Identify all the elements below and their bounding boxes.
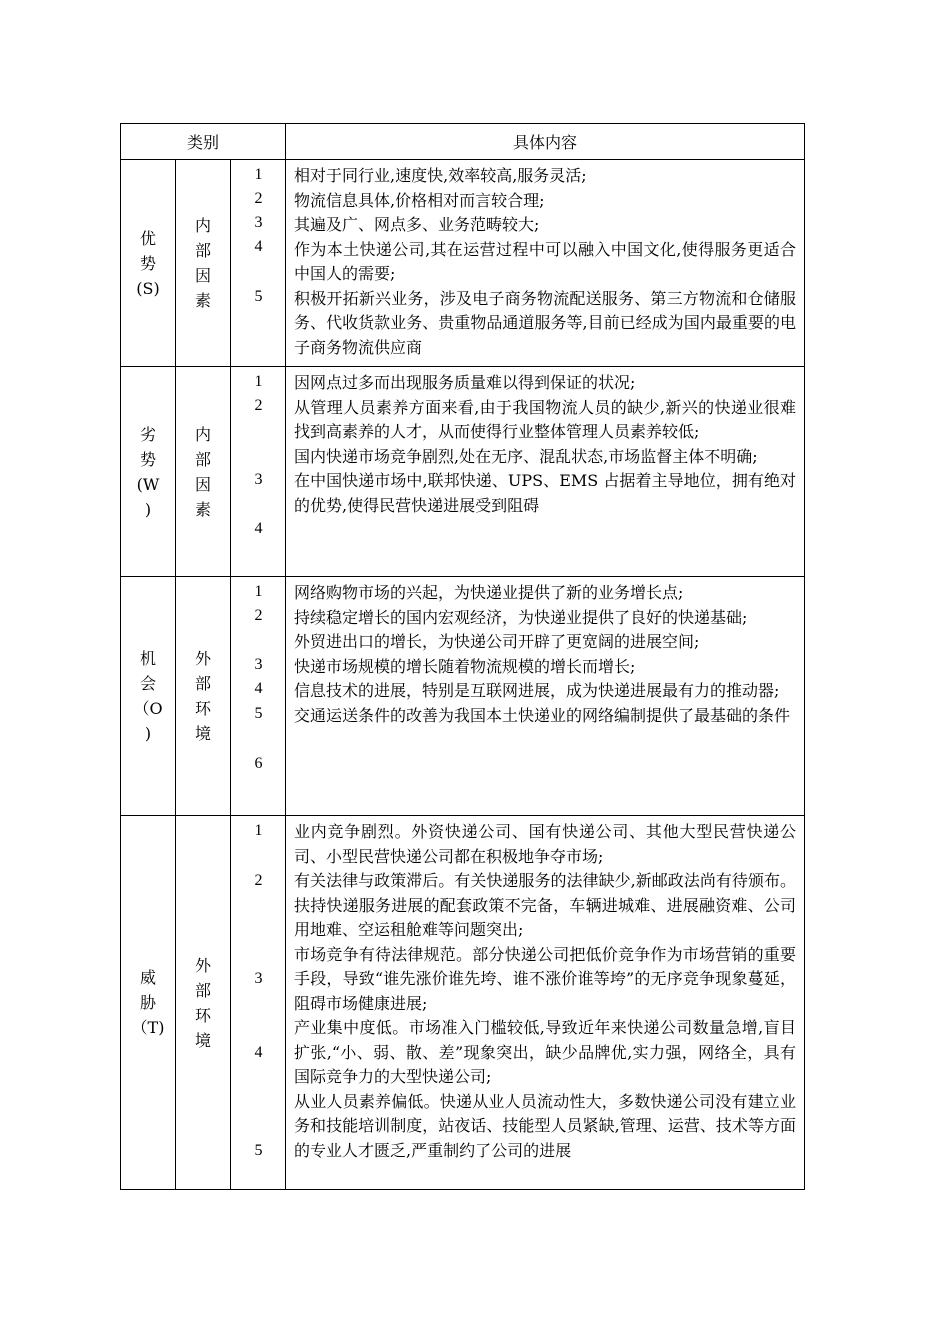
content-cell <box>286 577 805 816</box>
swot-table <box>120 123 805 1190</box>
item-number: 3 <box>254 656 263 673</box>
number-cell <box>231 577 286 816</box>
factor-char: 内 <box>194 216 211 235</box>
category-cell <box>121 160 176 367</box>
section-threats <box>121 816 805 1190</box>
factor-char: 部 <box>194 980 211 1000</box>
category-cell <box>121 577 176 816</box>
category-char: 机 <box>139 649 156 668</box>
category-char: 威 <box>139 968 156 987</box>
content-item: 国内快递市场竞争剧烈,处在无序、混乱状态,市场监督主体不明确; <box>294 446 758 466</box>
content-item: 信息技术的进展，特别是互联网进展，成为快递进展最有力的推动器; <box>294 681 780 700</box>
category-char: ) <box>144 724 152 743</box>
item-number: 6 <box>254 755 263 772</box>
factor-char: 因 <box>194 266 211 285</box>
content-item: 快递市场规模的增长随着物流规模的增长而增长; <box>294 656 636 676</box>
content-item: 外贸进出口的增长，为快递公司开辟了更宽阔的进展空间; <box>294 632 700 651</box>
content-item: 积极开拓新兴业务，涉及电子商务物流配送服务、第三方物流和仓储服务、代收货款业务、贵重物品通道服务等,目前已经成为国内最重要的电子商务物流供应商 <box>294 288 797 357</box>
item-number: 5 <box>254 705 263 722</box>
content-item: 产业集中度低。市场准入门槛较低,导致近年来快递公司数量急增,盲目扩张,“小、弱、散、差”现象突出，缺少品牌优,实力强，网络全，具有国际竞争力的大型快递公司; <box>294 1018 797 1086</box>
category-char: 会 <box>139 674 156 693</box>
item-number: 2 <box>254 397 263 414</box>
number-cell <box>231 367 286 577</box>
item-number: 2 <box>254 607 263 624</box>
header-content: 具体内容 <box>286 124 805 160</box>
header-category: 类别 <box>121 124 286 160</box>
content-item: 网络购物市场的兴起，为快递业提供了新的业务增长点; <box>294 583 684 602</box>
factor-char: 素 <box>194 499 211 519</box>
content-item: 物流信息具体,价格相对而言较合理; <box>294 190 545 210</box>
item-number: 5 <box>254 288 263 305</box>
factor-char: 部 <box>194 449 211 469</box>
content-item: 业内竞争剧烈。外资快递公司、国有快递公司、其他大型民营快递公司、小型民营快递公司都在积极地争夺市场; <box>294 822 797 866</box>
factor-char: 部 <box>194 241 211 260</box>
category-char: (S) <box>136 278 160 298</box>
category-char: （O <box>133 699 163 718</box>
content-item: 因网点过多而出现服务质量难以得到保证的状况; <box>294 373 636 392</box>
item-number: 2 <box>254 190 263 207</box>
content-item: 市场竞争有待法律规范。部分快递公司把低价竞争作为市场营销的重要手段，导致“谁先涨价谁先垮、谁不涨价谁等垮”的无序竞争现象蔓延，阻碍市场健康进展; <box>294 944 797 1013</box>
item-number: 4 <box>254 680 263 697</box>
content-item: 作为本土快递公司,其在运营过程中可以融入中国文化,使得服务更适合中国人的需要; <box>294 239 797 283</box>
content-cell <box>286 160 805 367</box>
factor-char: 外 <box>194 649 211 668</box>
item-number: 1 <box>254 583 263 600</box>
number-cell <box>231 816 286 1190</box>
factor-char: 环 <box>194 1005 211 1025</box>
content-item: 有关法律与政策滞后。有关快递服务的法律缺少,新邮政法尚有待颁布。扶持快递服务进展的配套政策不完备，车辆进城难、进展融资难、公司用地难、空运租舱难等问题突出; <box>294 871 797 939</box>
item-number: 5 <box>254 1142 263 1159</box>
item-number: 1 <box>254 822 263 839</box>
item-number: 1 <box>254 373 263 390</box>
factor-char: 境 <box>194 724 211 743</box>
factor-char: 境 <box>194 1030 211 1050</box>
item-number: 2 <box>254 872 263 889</box>
content-cell <box>286 816 805 1190</box>
factor-char: 素 <box>194 291 211 310</box>
category-cell <box>121 367 176 577</box>
factor-char: 内 <box>194 424 211 444</box>
header-row <box>121 124 805 160</box>
factor-char: 因 <box>194 474 211 494</box>
item-number: 3 <box>254 471 263 488</box>
content-item: 从业人员素养偏低。快递从业人员流动性大，多数快递公司没有建立业务和技能培训制度，站夜话、技能型人员紧缺,管理、运营、技术等方面的专业人才匮乏,严重制约了公司的进展 <box>294 1091 797 1160</box>
category-char: 劣 <box>139 424 156 444</box>
category-cell <box>121 816 176 1190</box>
factor-char: 部 <box>194 674 211 693</box>
content-item: 在中国快递市场中,联邦快递、UPS、EMS 占据着主导地位，拥有绝对的优势,使得民营快递进展受到阻碍 <box>294 471 797 515</box>
item-number: 3 <box>254 214 263 231</box>
factor-cell <box>176 816 231 1190</box>
item-number: 4 <box>254 238 263 255</box>
item-number: 3 <box>254 970 263 987</box>
category-char: 优 <box>139 228 156 248</box>
category-char: 势 <box>139 449 156 469</box>
section-weaknesses <box>121 367 805 577</box>
category-char: ) <box>144 499 152 519</box>
content-cell <box>286 367 805 577</box>
content-item: 相对于同行业,速度快,效率较高,服务灵活; <box>294 166 587 185</box>
content-item: 交通运送条件的改善为我国本土快递业的网络编制提供了最基础的条件 <box>294 705 791 725</box>
section-opportunities <box>121 577 805 816</box>
factor-cell <box>176 160 231 367</box>
factor-cell <box>176 367 231 577</box>
item-number: 4 <box>254 520 263 537</box>
section-strengths <box>121 160 805 367</box>
factor-char: 外 <box>194 955 211 975</box>
content-item: 其遍及广、网点多、业务范畴较大; <box>294 215 540 234</box>
factor-cell <box>176 577 231 816</box>
content-item: 从管理人员素养方面来看,由于我国物流人员的缺少,新兴的快递业很难找到高素养的人才，从而使得行业整体管理人员素养较低; <box>294 397 797 441</box>
content-item: 持续稳定增长的国内宏观经济，为快递业提供了良好的快递基础; <box>294 607 748 627</box>
category-char: (W <box>136 474 160 494</box>
item-number: 4 <box>254 1044 263 1061</box>
category-char: （T) <box>131 1018 165 1037</box>
item-number: 1 <box>254 166 263 183</box>
number-cell <box>231 160 286 367</box>
category-char: 胁 <box>139 993 156 1012</box>
category-char: 势 <box>139 253 156 273</box>
factor-char: 环 <box>194 699 211 718</box>
